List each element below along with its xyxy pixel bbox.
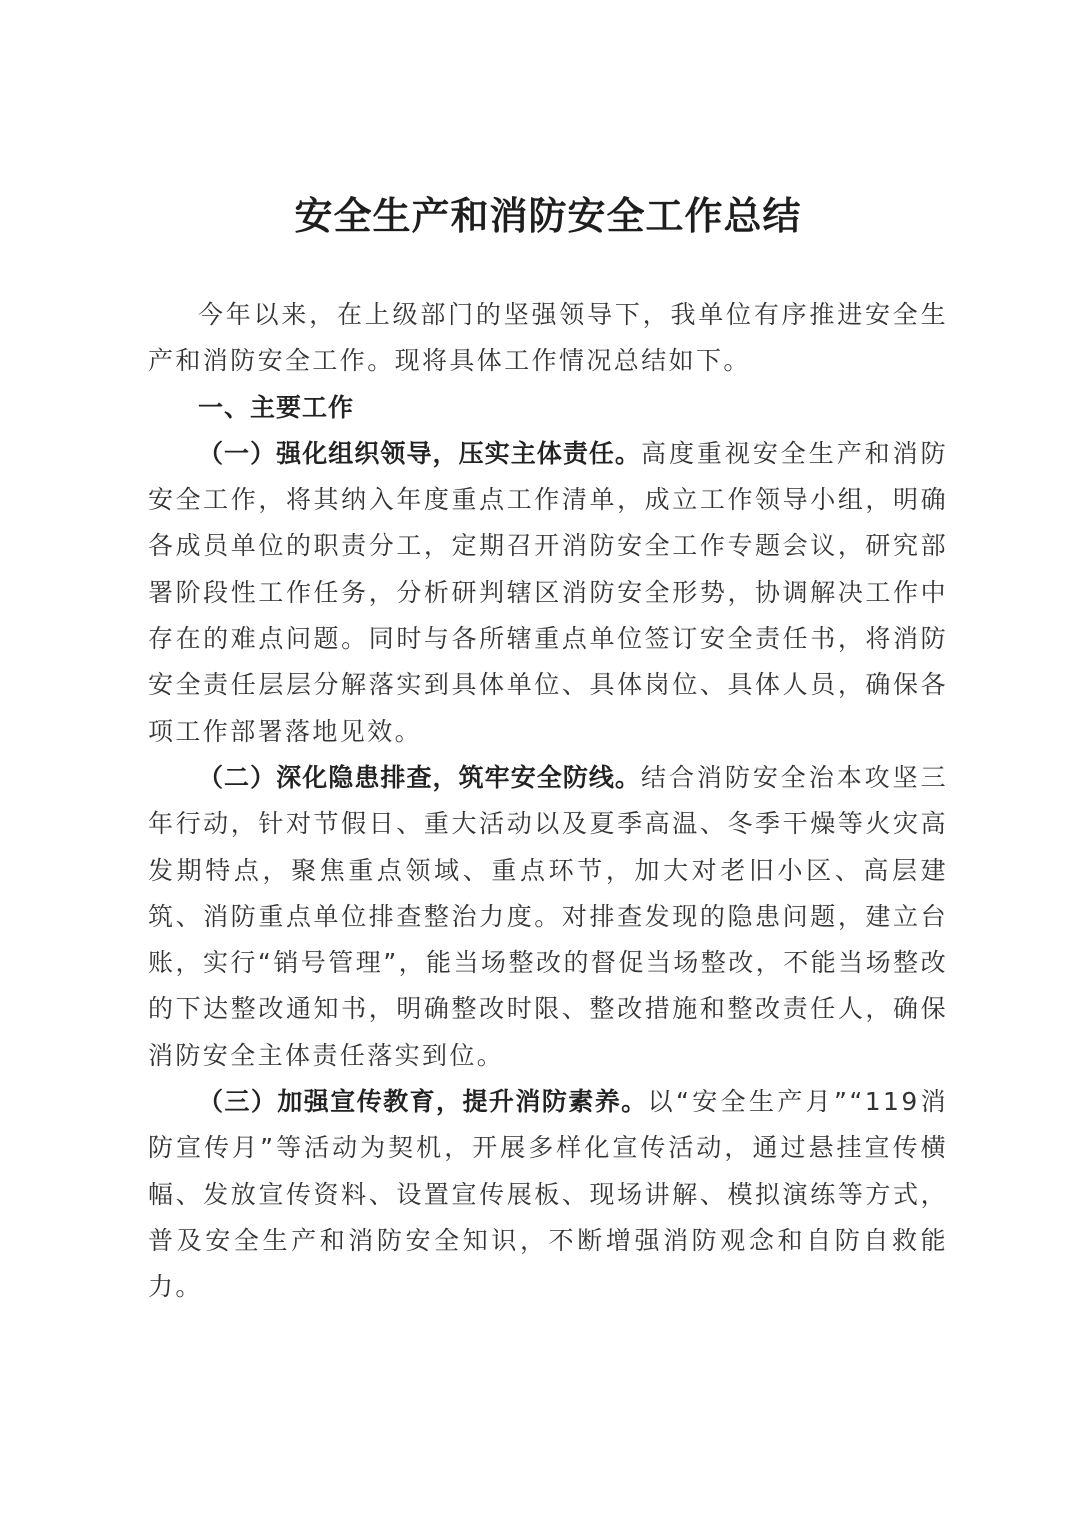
item-lead-2: （二）深化隐患排查，筑牢安全防线。 xyxy=(198,762,641,792)
item-lead-1: （一）强化组织领导，压实主体责任。 xyxy=(198,438,641,468)
section-heading: 一、主要工作 xyxy=(198,392,355,422)
item-paragraph-2 xyxy=(148,755,948,1079)
item-text-3: 以“安全生产月”“119消防宣传月”等活动为契机，开展多样化宣传活动，通过悬挂宣传横幅、发放宣传资料、设置宣传展板、现场讲解、模拟演练等方式，普及安全生产和消防安全知识，不断增强消防观念和自防自救能力。 xyxy=(148,1087,948,1302)
item-paragraph-1 xyxy=(148,431,948,755)
item-lead-3: （三）加强宣传教育，提升消防素养。 xyxy=(198,1087,648,1117)
item-paragraph-3 xyxy=(148,1079,948,1310)
intro-paragraph: 今年以来，在上级部门的坚强领导下，我单位有序推进安全生产和消防安全工作。现将具体工作情况总结如下。 xyxy=(148,300,948,376)
document-body xyxy=(148,292,948,1311)
document-title: 安全生产和消防安全工作总结 xyxy=(294,193,802,238)
item-text-2: 结合消防安全治本攻坚三年行动，针对节假日、重大活动以及夏季高温、冬季干燥等火灾高发期特点，聚焦重点领域、重点环节，加大对老旧小区、高层建筑、消防重点单位排查整治力度。对排查发现的隐患问题，建立台账，实行“销号管理”，能当场整改的督促当场整改，不能当场整改的下达整改通知书，明确整改时限、整改措施和整改责任人，确保消防安全主体责任落实到位。 xyxy=(148,762,948,1070)
item-text-1: 高度重视安全生产和消防安全工作，将其纳入年度重点工作清单，成立工作领导小组，明确各成员单位的职责分工，定期召开消防安全工作专题会议，研究部署阶段性工作任务，分析研判辖区消防安全形势，协调解决工作中存在的难点问题。同时与各所辖重点单位签订安全责任书，将消防安全责任层层分解落实到具体单位、具体岗位、具体人员，确保各项工作部署落地见效。 xyxy=(148,438,948,746)
